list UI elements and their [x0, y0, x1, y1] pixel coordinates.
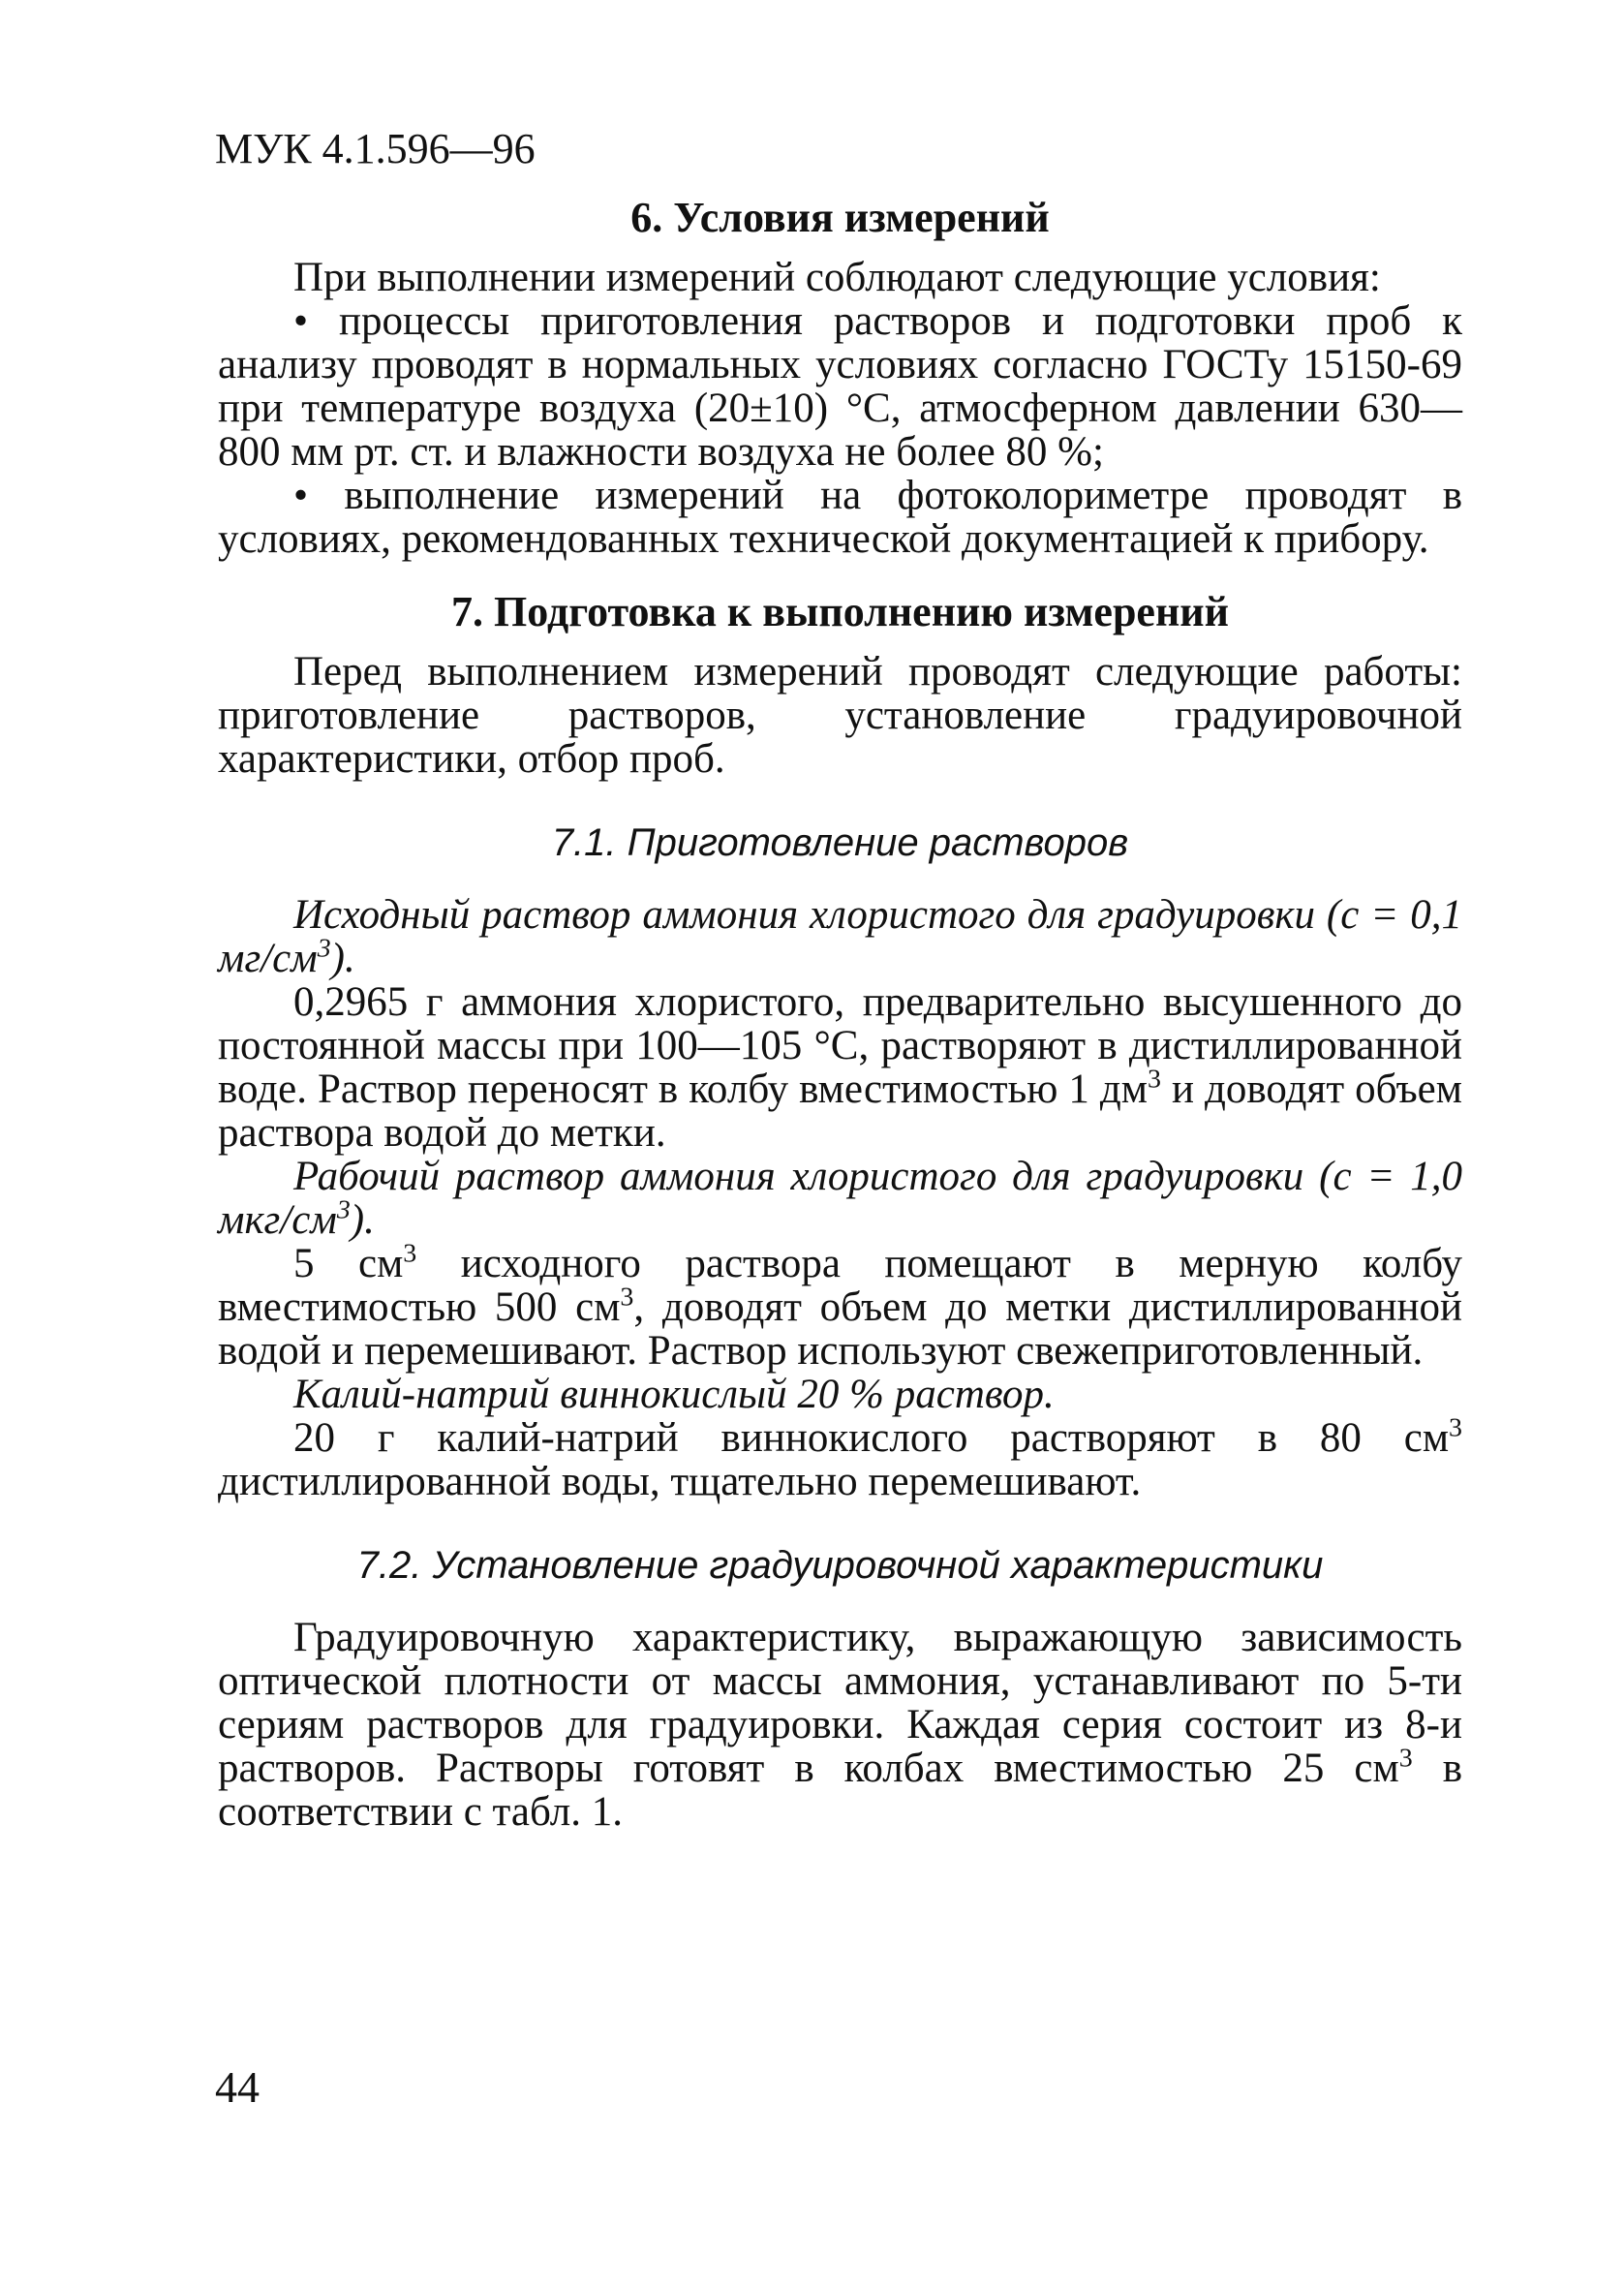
stock-solution-text: 0,2965 г аммония хлористого, предварительно высушенного до постоянной массы при 100—105 °С, растворяют в дистиллированной воде. Раствор переносят в колбу вместимостью 1 $дм^3$ и доводят объем раствора водой до метки. — [218, 979, 1462, 1156]
section-7-title: 7. Подготовка к выполнению измерений — [451, 588, 1229, 635]
tartrate-solution-title: Калий-натрий виннокислый 20 % раствор. — [293, 1372, 1055, 1417]
page-number: 44 — [215, 2062, 260, 2112]
working-solution-text: 5 $см^3$ исходного раствора помещают в мерную колбу вместимостью 500 $см^3$, доводят объем до метки дистиллированной водой и перемешивают. Раствор используют свежеприготовленный. — [218, 1238, 1463, 1374]
tartrate-solution-text: 20 г калий-натрий виннокислого растворяют в 80 $см^3$ дистиллированной воды, тщательно перемешивают. — [218, 1412, 1462, 1504]
bullet-icon: • — [293, 473, 309, 518]
running-header: МУК 4.1.596—96 — [215, 125, 536, 172]
bullet-icon: • — [293, 298, 309, 344]
section-7-2-text: Градуировочную характеристику, выражающую зависимость оптической плотности от массы аммония, устанавливают по 5-ти сериям растворов для градуировки. Каждая серия состоит из 8-и растворов. Растворы готовят в колбах вместимостью 25 $см^3$ в соответствии с табл. 1. — [218, 1615, 1462, 1835]
section-6-bullet-1 — [218, 299, 1462, 474]
section-7-1-title: 7.1. Приготовление растворов — [551, 821, 1129, 864]
section-6-intro: При выполнении измерений соблюдают следующие условия: — [293, 255, 1381, 300]
section-7-2-title: 7.2. Установление градуировочной характеристики — [356, 1544, 1324, 1587]
stock-solution-title: Исходный раствор аммония хлористого для градуировки (с = 0,1 $мг/см^3$). — [218, 892, 1462, 981]
section-7-intro: Перед выполнением измерений проводят следующие работы: приготовление растворов, установление градуировочной характеристики, отбор проб. — [218, 649, 1462, 782]
page-body — [218, 194, 1462, 1834]
working-solution-title: Рабочий раствор аммония хлористого для градуировки (с = 1,0 мкг/$см^3$). — [218, 1154, 1462, 1243]
bullet-text: процессы приготовления растворов и подготовки проб к анализу проводят в нормальных условиях согласно ГОСТу 15150-69 при температуре воздуха (20±10) °С, атмосферном давлении 630—800 мм рт. ст. и влажности воздуха не более 80 %; — [218, 298, 1463, 475]
bullet-text: выполнение измерений на фотоколориметре проводят в условиях, рекомендованных технической документацией к прибору. — [218, 473, 1462, 562]
section-6-title: 6. Условия измерений — [630, 194, 1050, 241]
section-6-bullet-2 — [218, 474, 1462, 561]
